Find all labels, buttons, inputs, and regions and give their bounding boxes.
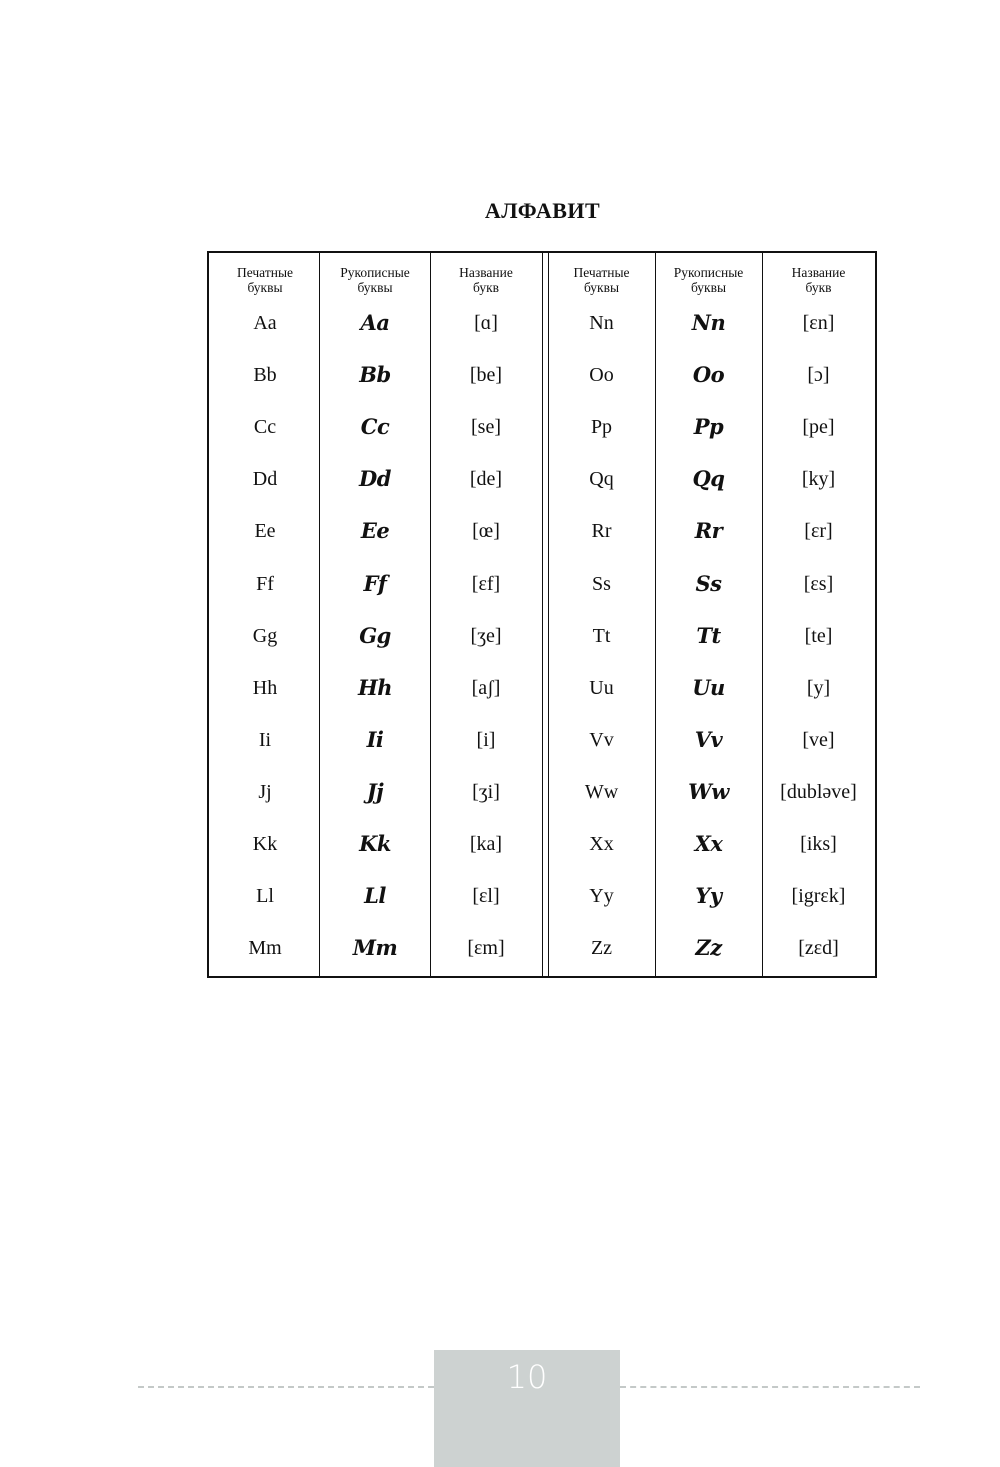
handwritten-letter: Ii: [366, 726, 384, 752]
printed-letter: Ww: [584, 780, 619, 803]
printed-letter: Xx: [589, 833, 614, 855]
letter-name: [ʒi]: [472, 780, 500, 803]
header-name: Название букв: [459, 265, 513, 295]
page-number: 10: [506, 1358, 548, 1396]
printed-letter: Ii: [258, 728, 272, 751]
letter-name: [iks]: [800, 833, 837, 855]
header-printed: Печатные буквы: [573, 265, 630, 295]
printed-letter: Nn: [589, 312, 614, 334]
handwritten-letter: Hh: [357, 674, 393, 700]
header-handwritten: Рукописные буквы: [340, 265, 410, 295]
letter-name: [be]: [469, 364, 503, 387]
handwritten-letter: Zz: [695, 935, 722, 961]
handwritten-letter: Kk: [359, 831, 391, 856]
printed-letter: Tt: [592, 624, 611, 647]
letter-name: [dubləve]: [780, 780, 857, 803]
letter-name: [aʃ]: [471, 676, 501, 699]
letter-name: [te]: [804, 624, 833, 647]
handwritten-letter: Ww: [688, 778, 729, 804]
letter-name: [ɛn]: [802, 312, 835, 334]
handwritten-letter: Bb: [359, 362, 391, 388]
letter-name: [ɛm]: [467, 937, 505, 960]
printed-letter: Mm: [248, 937, 282, 960]
handwritten-letter: Cc: [360, 414, 390, 440]
letter-name: [ɔ]: [807, 364, 830, 387]
footer-dashed-line: [138, 1386, 434, 1388]
letter-name: [i]: [476, 728, 496, 751]
handwritten-letter: Dd: [359, 466, 391, 492]
footer-dashed-line: [620, 1386, 920, 1388]
printed-letter: Gg: [252, 624, 278, 647]
letter-name: [ve]: [802, 728, 835, 751]
letter-name: [y]: [806, 676, 831, 699]
alphabet-table: [207, 251, 877, 978]
printed-letter: Aa: [253, 312, 277, 334]
letter-name: [ɛf]: [471, 572, 501, 595]
handwritten-letter: Ff: [363, 570, 387, 596]
letter-name: [ʒe]: [470, 624, 502, 647]
printed-letter: Rr: [591, 520, 612, 543]
handwritten-letter: Mm: [352, 935, 398, 961]
printed-letter: Cc: [253, 416, 277, 439]
handwritten-letter: Aa: [360, 310, 390, 335]
letter-name: [de]: [469, 468, 503, 491]
letter-name: [ɛr]: [804, 520, 833, 543]
printed-letter: Ee: [254, 520, 276, 543]
handwritten-letter: Nn: [691, 310, 726, 335]
handwritten-letter: Gg: [359, 622, 391, 648]
printed-letter: Zz: [590, 937, 613, 960]
handwritten-letter: Uu: [692, 674, 725, 700]
printed-letter: Hh: [252, 676, 278, 699]
printed-letter: Ll: [256, 885, 274, 908]
handwritten-letter: Oo: [692, 362, 725, 388]
page-title: АЛФАВИТ: [484, 198, 601, 223]
handwritten-letter: Tt: [696, 622, 721, 648]
letter-name: [ɑ]: [474, 312, 498, 334]
printed-letter: Qq: [589, 468, 614, 491]
printed-letter: Ss: [592, 572, 611, 595]
letter-name: [ɛs]: [803, 572, 834, 595]
letter-name: [pe]: [802, 416, 835, 439]
printed-letter: Oo: [589, 364, 614, 387]
printed-letter: Kk: [252, 833, 278, 855]
handwritten-letter: Ss: [695, 570, 722, 596]
handwritten-letter: Yy: [695, 883, 722, 909]
handwritten-letter: Ee: [360, 518, 390, 544]
letter-name: [se]: [471, 416, 501, 439]
header-printed: Печатные буквы: [236, 265, 294, 295]
printed-letter: Uu: [589, 676, 614, 699]
printed-letter: Bb: [253, 364, 277, 387]
handwritten-letter: Jj: [366, 778, 384, 804]
printed-letter: Pp: [590, 416, 613, 439]
printed-letter: Vv: [589, 728, 614, 751]
letter-name: [zɛd]: [798, 937, 839, 960]
column-divider: [542, 253, 543, 976]
handwritten-letter: Vv: [694, 726, 723, 752]
header-handwritten: Рукописные буквы: [673, 265, 744, 295]
page-number-box: [434, 1350, 620, 1467]
header-name: Название букв: [791, 265, 846, 295]
handwritten-letter: Xx: [694, 831, 723, 856]
printed-letter: Yy: [589, 885, 614, 908]
letter-name: [igrɛk]: [791, 885, 846, 908]
handwritten-letter: Qq: [692, 466, 725, 492]
handwritten-letter: Pp: [693, 414, 724, 440]
letter-name: [ka]: [469, 833, 503, 855]
letter-name: [œ]: [472, 520, 500, 543]
letter-name: [ɛl]: [472, 885, 500, 908]
printed-letter: Jj: [258, 780, 272, 803]
printed-letter: Ff: [256, 572, 274, 595]
handwritten-letter: Ll: [364, 883, 386, 909]
handwritten-letter: Rr: [694, 518, 723, 544]
printed-letter: Dd: [252, 468, 278, 491]
letter-name: [ky]: [801, 468, 836, 491]
